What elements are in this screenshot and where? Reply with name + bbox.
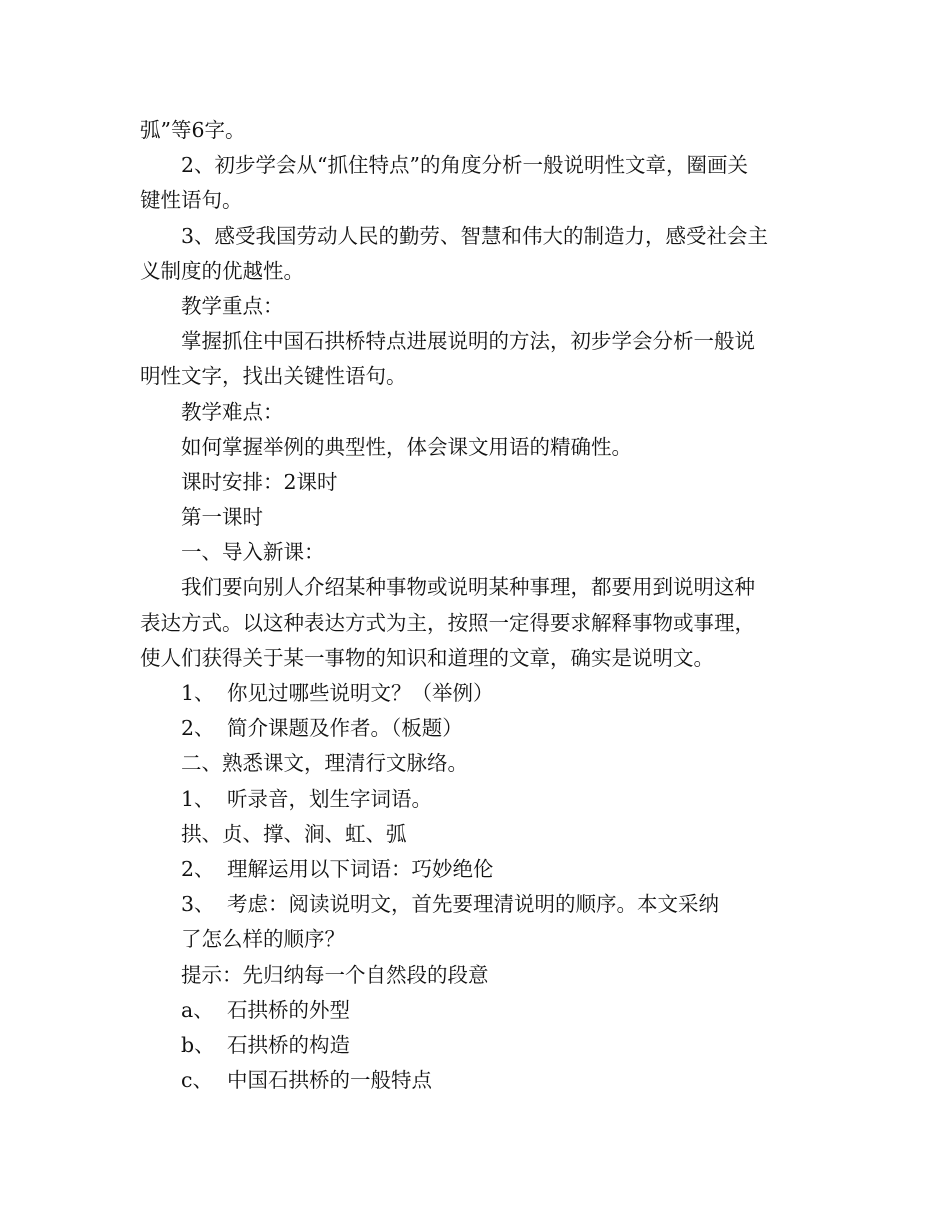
text-line: 如何掌握举例的典型性，体会课文用语的精确性。 — [181, 434, 632, 459]
list-item: 1、 你见过哪些说明文？（举例） — [140, 676, 812, 711]
list-item: b、 石拱桥的构造 — [140, 1028, 812, 1063]
text-line: 使人们获得关于某一事物的知识和道理的文章，确实是说明文。 — [140, 645, 714, 670]
section-heading: 二、熟悉课文，理清行文脉络。 — [181, 751, 468, 776]
text-line: 拱、贞、撑、涧、虹、弧 — [181, 821, 407, 846]
document-body — [140, 113, 812, 1098]
section-heading: 教学重点： — [181, 293, 284, 318]
list-number: 3、 — [181, 892, 215, 917]
list-number: 2、 — [181, 856, 215, 881]
text-line: 课时安排：2课时 — [181, 469, 338, 494]
section-heading: 第一课时 — [181, 505, 263, 530]
list-number: 1、 — [181, 681, 215, 705]
list-number: c、 — [181, 1068, 213, 1093]
text-line: 2、初步学会从“抓住特点”的角度分析一般说明性文章，圈画关 — [181, 153, 749, 178]
section-heading: 教学难点： — [181, 399, 284, 424]
list-number: 1、 — [181, 786, 215, 811]
list-number: 2、 — [181, 716, 215, 741]
text-line: 了怎么样的顺序？ — [181, 927, 345, 952]
list-item: 2、 理解运用以下词语：巧妙绝伦 — [140, 852, 812, 887]
text-line: 弧”等6字。 — [140, 118, 246, 142]
text-line: 义制度的优越性。 — [140, 258, 304, 283]
text-line: 我们要向别人介绍某种事物或说明某种事理，都要用到说明这种 — [181, 575, 755, 600]
text-line: 键性语句。 — [140, 188, 243, 213]
text-line: 3、感受我国劳动人民的勤劳、智慧和伟大的制造力，感受社会主 — [181, 223, 769, 248]
list-item: a、 石拱桥的外型 — [140, 993, 812, 1028]
text-line: 表达方式。以这种表达方式为主，按照一定得要求解释事物或事理， — [140, 610, 755, 635]
list-number: b、 — [181, 1032, 215, 1057]
text-line: 明性文字，找出关键性语句。 — [140, 364, 407, 389]
list-item: 1、 听录音，划生字词语。 — [140, 782, 812, 817]
list-item: 3、 考虑：阅读说明文，首先要理清说明的顺序。本文采纳 — [140, 887, 812, 922]
list-number: a、 — [181, 997, 214, 1022]
list-item: 2、 简介课题及作者。（板题） — [140, 711, 812, 746]
list-item: c、 中国石拱桥的一般特点 — [140, 1063, 812, 1098]
section-heading: 一、导入新课： — [181, 540, 325, 565]
text-line: 提示：先归纳每一个自然段的段意 — [181, 962, 489, 987]
text-line: 掌握抓住中国石拱桥特点进展说明的方法，初步学会分析一般说 — [181, 329, 755, 354]
